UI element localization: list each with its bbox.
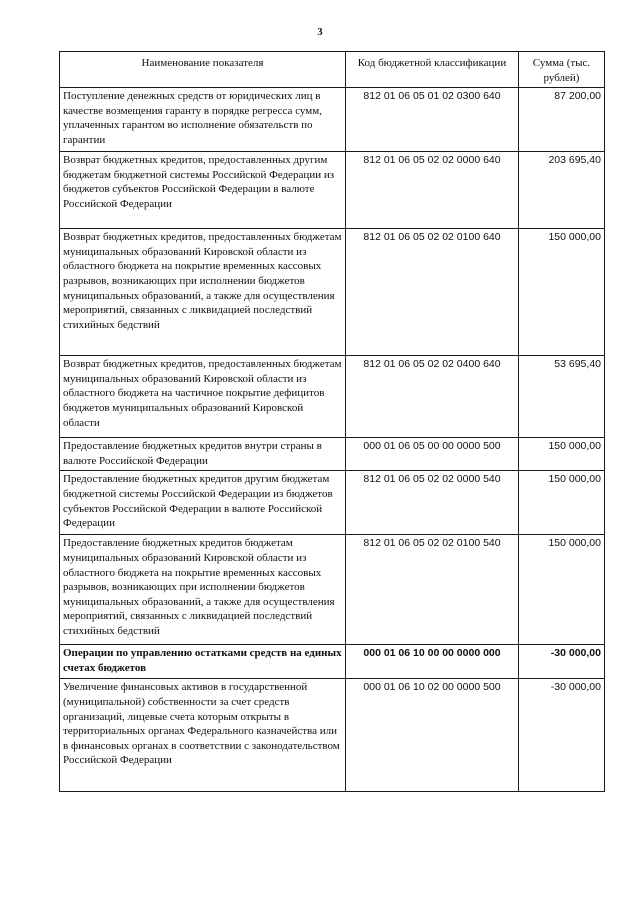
table-header-row [60,52,605,88]
table-row [60,535,605,645]
table-row [60,229,605,356]
row-sum: 87 200,00 [519,88,605,152]
row-name: Возврат бюджетных кредитов, предоставленных другим бюджетам бюджетной системы Российской Федерации из бюджетов субъектов Российской Федерации в валюте Российской Федерации [60,152,346,229]
table-row [60,88,605,152]
row-sum: 53 695,40 [519,356,605,438]
header-code: Код бюджетной классификации [346,52,519,88]
row-code: 812 01 06 05 02 02 0400 640 [346,356,519,438]
table-row [60,438,605,471]
row-name: Возврат бюджетных кредитов, предоставленных бюджетам муниципальных образований Кировской области из областного бюджета на покрытие временных кассовых разрывов, возникающих при исполнении бюджетов муниципальных образований, а также для осуществления мероприятий, связанных с ликвидацией последствий стихийных бедствий [60,229,346,356]
row-name: Операции по управлению остатками средств на единых счетах бюджетов [60,645,346,679]
table-row [60,356,605,438]
row-code: 812 01 06 05 02 02 0100 540 [346,535,519,645]
row-code: 000 01 06 05 00 00 0000 500 [346,438,519,471]
row-sum: -30 000,00 [519,679,605,792]
row-name: Предоставление бюджетных кредитов внутри страны в валюте Российской Федерации [60,438,346,471]
row-code: 812 01 06 05 02 02 0000 640 [346,152,519,229]
row-code: 812 01 06 05 02 02 0000 540 [346,471,519,535]
row-name: Предоставление бюджетных кредитов бюджетам муниципальных образований Кировской области из областного бюджета на покрытие временных кассовых разрывов, возникающих при исполнении бюджетов муниципальных образований, а также для осуществления мероприятий, связанных с ликвидацией последствий стихийных бедствий [60,535,346,645]
row-sum: -30 000,00 [519,645,605,679]
row-name: Поступление денежных средств от юридических лиц в качестве возмещения гаранту в порядке регресса сумм, уплаченных гарантом во исполнение обязательств по гарантии [60,88,346,152]
row-sum: 150 000,00 [519,471,605,535]
page-number: 3 [317,27,323,38]
table-row-section [60,645,605,679]
header-sum: Сумма (тыс. рублей) [519,52,605,88]
row-sum: 150 000,00 [519,438,605,471]
row-sum: 150 000,00 [519,229,605,356]
row-sum: 150 000,00 [519,535,605,645]
row-name: Увеличение финансовых активов в государственной (муниципальной) собственности за счет средств организаций, лицевые счета которым открыты в территориальных органах Федерального казначейства или в финансовых органах в соответствии с законодательством Российской Федерации [60,679,346,792]
row-code: 000 01 06 10 02 00 0000 500 [346,679,519,792]
table-row [60,471,605,535]
row-code: 000 01 06 10 00 00 0000 000 [346,645,519,679]
row-code: 812 01 06 05 01 02 0300 640 [346,88,519,152]
budget-table [59,51,605,792]
row-sum: 203 695,40 [519,152,605,229]
header-name: Наименование показателя [60,52,346,88]
row-name: Предоставление бюджетных кредитов другим бюджетам бюджетной системы Российской Федерации из бюджетов субъектов Российской Федерации в валюте Российской Федерации [60,471,346,535]
row-code: 812 01 06 05 02 02 0100 640 [346,229,519,356]
table-row [60,679,605,792]
table-row [60,152,605,229]
row-name: Возврат бюджетных кредитов, предоставленных бюджетам муниципальных образований Кировской области из областного бюджета на частичное покрытие дефицитов бюджетов муниципальных образований Кировской области [60,356,346,438]
